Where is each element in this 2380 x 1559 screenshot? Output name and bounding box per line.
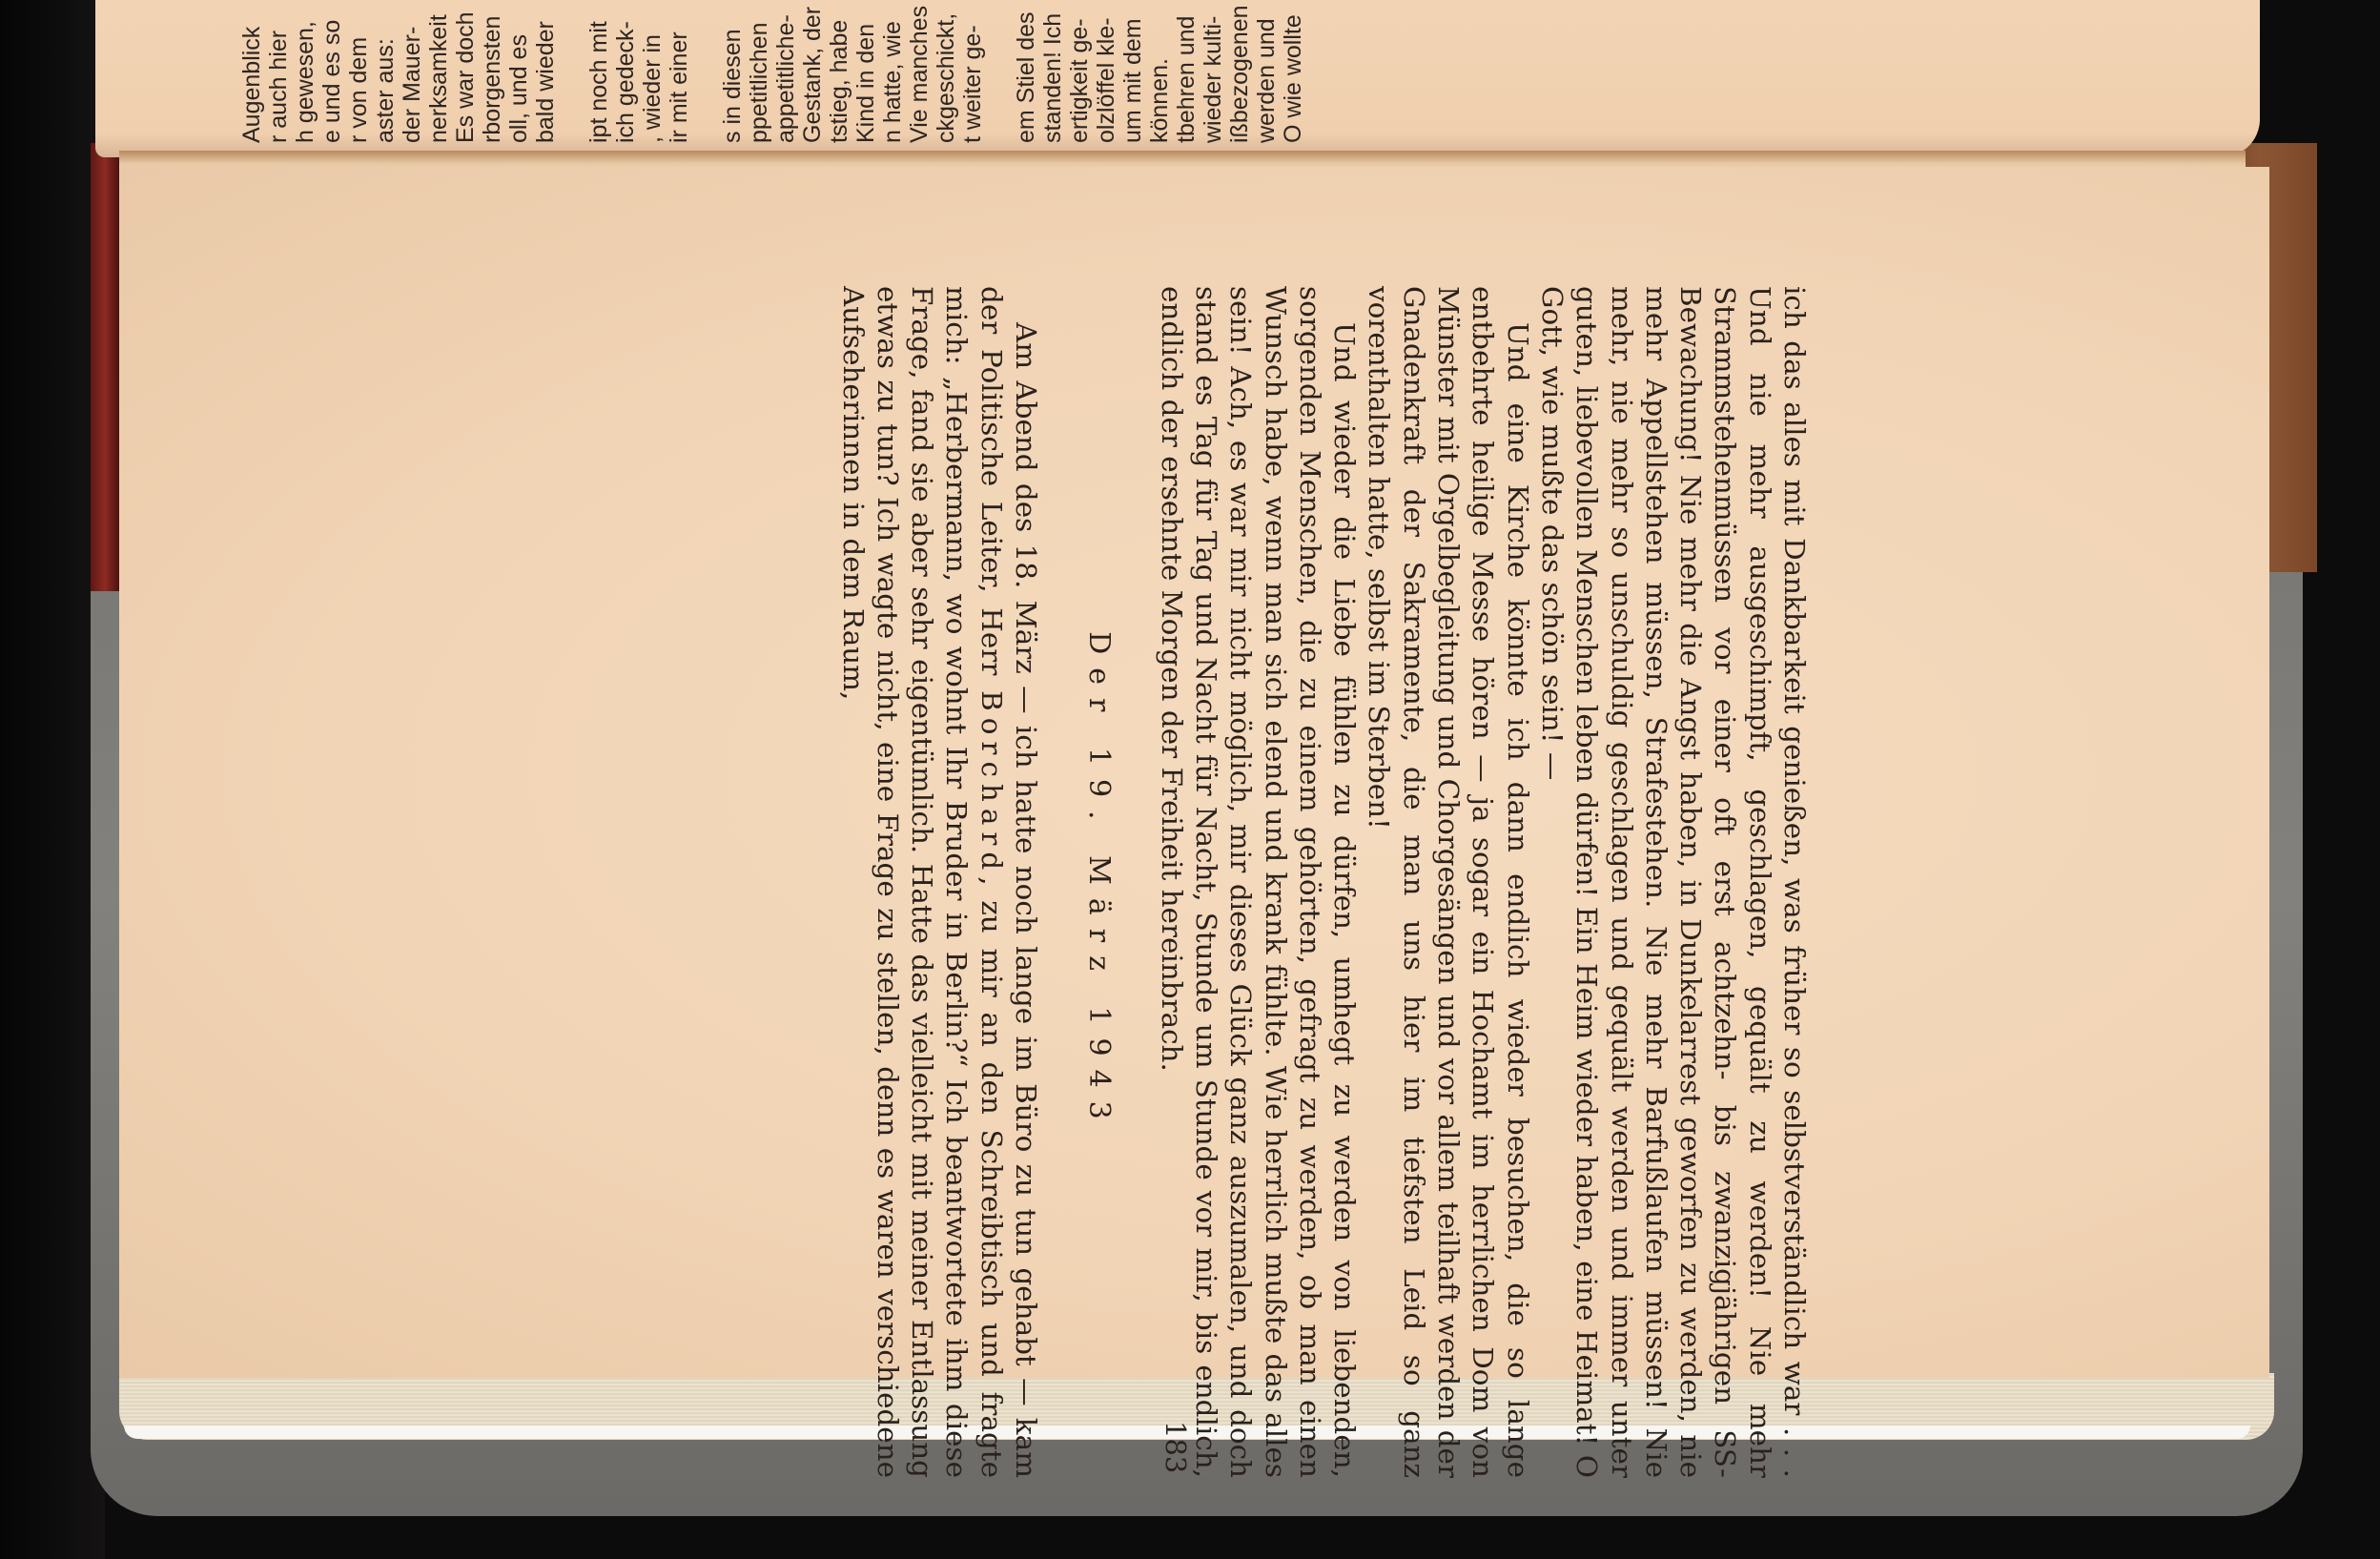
paragraph: Und eine Kirche könnte ich dann endlich wieder besuchen, die so lange entbehrte heilige Messe hören — ja sogar ein Hochamt im herrlichen Dom von Münster mit Orgelbegleitung und Chorgesängen und vor allem teilhaft werden der Gnadenkraft der Sakramente, die man uns hier im tiefsten Leid so ganz vorenthalten hatte, selbst im Sterben! [1363,286,1534,1478]
facing-line: ir mit einer [666,31,692,143]
facing-line: oll, und es [505,34,532,143]
facing-line: der Mauer- [399,26,425,143]
paragraph: ich das alles mit Dankbarkeit genießen, was früher so selbstverständlich war . . . Und nie mehr ausgeschimpft, geschlagen, gequält zu werden! Nie mehr Strammstehenmüssen vor einer oft erst achtzehn- bis zwanzigjährigen SS-Bewachung! Nie mehr die Angst haben, in Dunkelarrest geworfen zu werden, nie mehr Appellstehen müssen, Strafestehen. Nie mehr Barfußlaufen müssen! Nie mehr, nie mehr so unschuldig geschlagen und gequält werden und immer unter guten, liebevollen Menschen leben dürfen! Ein Heim wieder haben, eine Heimat! O Gott, wie mußte das schön sein! — [1535,286,1811,1478]
facing-line: olzlöffel kle- [1093,17,1119,143]
facing-line: O wie wollte [1280,14,1306,143]
facing-line: bald wieder [532,21,559,143]
facing-line: s in diesen [719,29,746,143]
facing-line: tbehren und [1173,15,1200,143]
facing-line: ertigkeit ge- [1066,18,1093,143]
facing-line: nerksamkeit [425,14,452,143]
book-page [119,167,2269,1478]
facing-line: h gewesen, [292,21,318,143]
facing-line: n hatte, wie [879,21,906,143]
facing-line: appetitliche- [772,14,799,143]
book-spine-red [91,143,119,591]
facing-line: tstieg, habe [826,19,852,143]
facing-line: , wieder in [639,34,666,143]
section-heading: Der 19. März 1943 [1082,631,1117,1133]
facing-page [95,0,2260,157]
page-number: 183 [1159,1421,1192,1474]
paragraph [835,286,1043,1478]
facing-line: standen! Ich [1039,12,1066,143]
page-content [836,286,1812,1478]
person-name: Borchard [975,690,1008,877]
facing-line: ißbezogenen [1226,5,1253,143]
background-shadow [0,0,105,1559]
facing-line: ppetitlichen [746,22,772,143]
facing-line: Vie manches [906,5,933,143]
facing-line: r auch hier [265,30,292,143]
facing-line: t weiter ge- [959,25,986,143]
facing-line: r von dem [345,36,372,143]
facing-line: rborgensten [479,15,505,143]
facing-page-text [95,0,1621,157]
facing-line: um mit dem [1119,18,1146,143]
facing-line: em Stiel des [1013,11,1039,143]
facing-line: Augenblick [238,26,265,143]
paragraph: Und wieder die Liebe fühlen zu dürfen, umhegt zu werden von liebenden, sorgenden Menschen, die zu einem gehörten, gefragt zu werden, ob man einen Wunsch habe, wenn man sich elend und krank fühlte. Wie herrlich mußte das alles sein! Ach, es war mir nicht möglich, mir dieses Glück ganz auszumalen, und doch stand es Tag für Tag und Nacht für Nacht, Stunde um Stunde vor mir, bis endlich, endlich der ersehnte Morgen der Freiheit hereinbrach. [1155,286,1362,1478]
facing-line: aster aus: [372,38,399,143]
paragraph-text: Am Abend des 18. März — ich hatte noch lange im Büro zu tun gehabt — kam der Politische Leiter, Herr [975,286,1043,1478]
facing-line: wieder kulti- [1200,15,1226,143]
facing-line: Es war doch [452,11,479,143]
text-column [835,286,1812,1478]
paragraph-text: , zu mir an den Schreibtisch und fragte mich: „Herbermann, wo wohnt Ihr Bruder in Berlin?“ Ich beantwortete ihm diese Frage, fand sie aber sehr eigentümlich. Hatte das vielleicht mit meiner Entlassung etwas zu tun? Ich wagte nicht, eine Frage zu stellen, denn es waren verschiedene Aufseherinnen in dem Raum, [836,286,1008,1478]
facing-line: ckgeschickt, [933,12,959,143]
facing-line: werden und [1253,18,1280,143]
facing-line: können. [1146,58,1173,143]
facing-line: ipt noch mit [585,21,612,143]
facing-line: Gestank, der [799,6,826,143]
facing-line: Kind in den [852,23,879,143]
facing-line: ich gedeck- [612,21,639,143]
facing-line: e und es so [318,19,345,143]
